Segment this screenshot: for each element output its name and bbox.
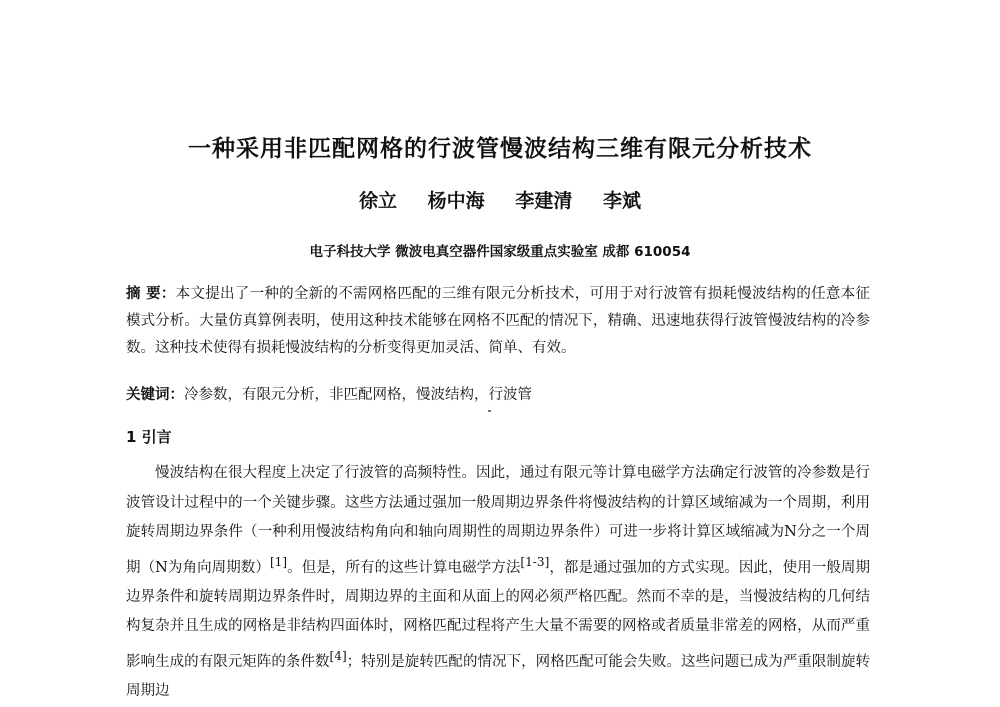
body-paragraph [126,459,870,707]
keywords [126,382,870,409]
author-name: 徐立 [359,190,398,212]
abstract-label: 摘 要： [126,286,176,302]
scan-mark [488,410,491,412]
body-text: ；特别是旋转匹配的情况下，网格匹配可能会失败。这些问题已成为严重限制旋转周期边 [126,653,871,700]
abstract-text: 本文提出了一种的全新的不需网格匹配的三维有限元分析技术，可用于对行波管有损耗慢波结构的任意本征模式分析。大量仿真算例表明，使用这种技术能够在网格不匹配的情况下，精确、迅速地获得行波管慢波结构的冷参数。这种技术使得有损耗慢波结构的分析变得更加灵活、简单、有效。 [126,286,870,356]
author-name: 杨中海 [427,190,485,212]
body-text: ，都是通过强加的方式实现。因此，使用一般周期边界条件和旋转周期边界条件时，周期边界的主面和从面上的网必须严格匹配。然而不幸的是，当慢波结构的几何结构复杂并且生成的网格是非结构四面体时，网格匹配过程将产生大量不需要的网格或者质量非常差的网格，从而严重影响生成的有限元矩阵的条件数 [126,559,870,670]
citation[interactable]: [4] [329,648,347,663]
body-text: 。但是，所有的这些计算电磁学方法 [287,559,521,576]
author-name: 李建清 [515,190,573,212]
keywords-text: 冷参数，有限元分析，非匹配网格，慢波结构，行波管 [184,387,532,403]
body-text: 慢波结构在很大程度上决定了行波管的高频特性。因此，通过有限元等计算电磁学方法确定行波管的冷参数是行波管设计过程中的一个关键步骤。这些方法通过强加一般周期边界条件将慢波结构的计算区域缩减为一个周期，利用旋转周期边界条件（一种利用慢波结构角向和轴向周期性的周期边界条件）可进一步将计算区域缩减为N分之一个周期（N为角向周期数） [126,465,870,576]
author-list [0,186,1000,213]
author-name: 李斌 [602,190,641,212]
affiliation: 电子科技大学 微波电真空器件国家级重点实验室 成都 610054 [309,244,691,260]
citation[interactable]: [1-3] [520,554,550,569]
section-heading: 1 引言 [126,428,172,446]
citation[interactable]: [1] [269,554,288,569]
abstract [126,281,870,362]
paper-title: 一种采用非匹配网格的行波管慢波结构三维有限元分析技术 [188,136,812,162]
keywords-label: 关键词： [126,387,184,403]
